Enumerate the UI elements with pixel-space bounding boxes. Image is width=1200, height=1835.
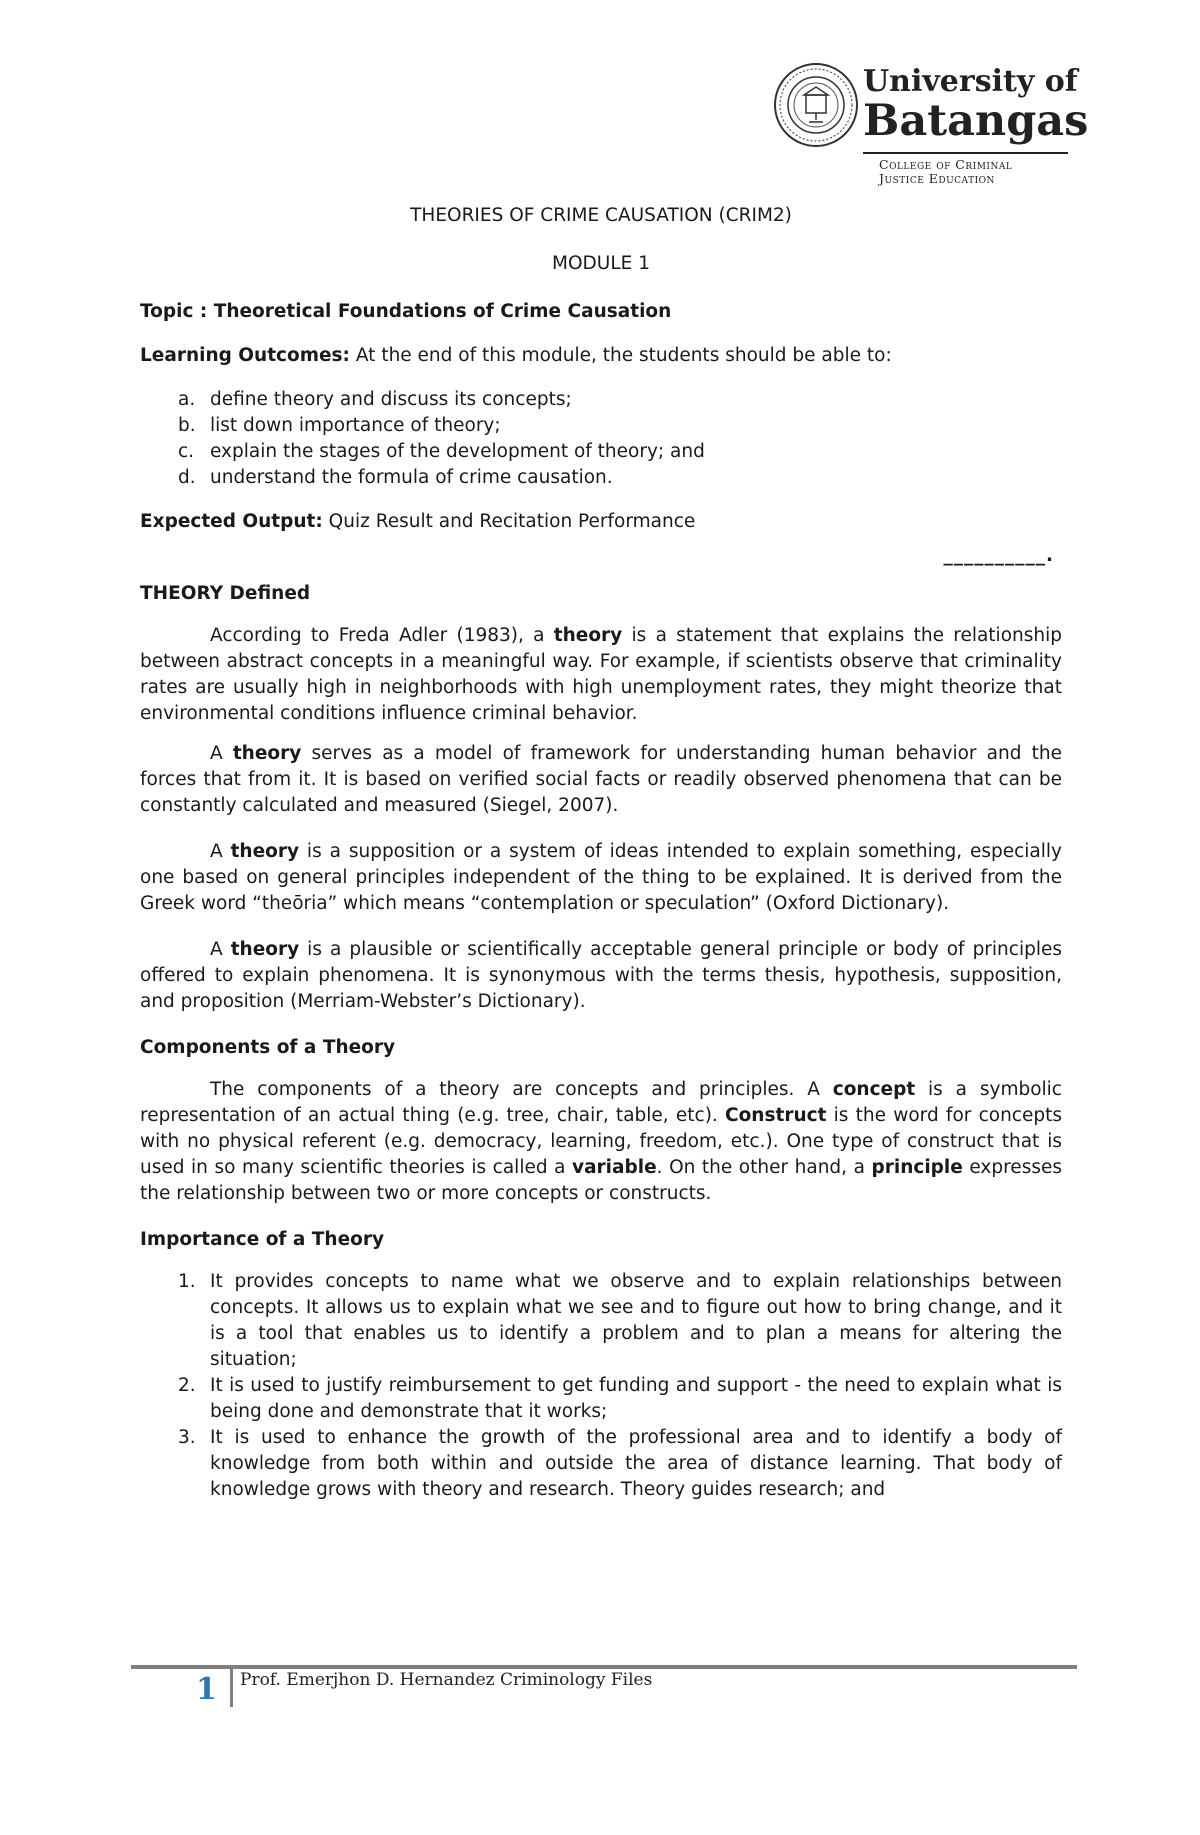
module-label: MODULE 1 (552, 253, 650, 274)
text-run: is a statement that explains the relationship between abstract concepts in a meaningful way. For example, if scientists observe that criminality rates are usually high in neighborhoods with high unemployment rates, they might theorize that environmental conditions influence criminal behavior. (140, 625, 1062, 724)
importance-list (140, 1269, 1062, 1503)
logo-divider (863, 152, 1068, 154)
text-run: is the word for concepts with no physical referent (e.g. democracy, learning, freedom, etc.). One type of construct that is used in so many scientific theories is called a (140, 1105, 1062, 1178)
university-name-line2: Batangas (863, 96, 1089, 146)
footer-author: Prof. Emerjhon D. Hernandez Criminology Files (240, 1670, 653, 1690)
list-item (140, 465, 1062, 491)
university-logo (773, 62, 1089, 192)
college-name (879, 158, 1012, 186)
document-body (140, 203, 1062, 1521)
list-item-text: It provides concepts to name what we observe and to explain relationships between concepts. It allows us to explain what we see and to figure out how to bring change, and it is a tool that enables us to identify a problem and to plan a means for altering the situation; (210, 1271, 1062, 1370)
university-name-line1: University of (863, 64, 1078, 99)
term-principle: principle (871, 1157, 963, 1178)
college-name-line1: College of Criminal (879, 157, 1013, 172)
list-marker: b. (178, 415, 196, 436)
learning-outcomes-text: At the end of this module, the students should be able to: (349, 345, 892, 366)
list-marker: a. (178, 389, 196, 410)
list-marker: d. (178, 467, 196, 488)
topic-line: Topic : Theoretical Foundations of Crime Causation (140, 301, 672, 322)
text-run: is a plausible or scientifically acceptable general principle or body of principles offered to explain phenomena. It is synonymous with the terms thesis, hypothesis, supposition, and proposition (Merriam-Webster’s Dictionary). (140, 939, 1062, 1012)
term-theory: theory (230, 939, 300, 960)
page-number: 1 (196, 1672, 217, 1707)
term-theory: theory (230, 841, 300, 862)
text-run: A (210, 743, 233, 764)
expected-output-label: Expected Output: (140, 511, 323, 532)
list-item-text: understand the formula of crime causation. (210, 467, 613, 488)
term-theory: theory (232, 743, 302, 764)
list-item (140, 1373, 1062, 1425)
college-name-line2: Justice Education (879, 171, 995, 186)
term-theory: theory (553, 625, 623, 646)
paragraph-adler (140, 623, 1062, 727)
text-run: The components of a theory are concepts and principles. A (210, 1079, 833, 1100)
list-item (140, 1425, 1062, 1503)
theory-defined-heading: THEORY Defined (140, 583, 311, 604)
paragraph-merriam-webster (140, 937, 1062, 1015)
list-item (140, 413, 1062, 439)
list-item (140, 387, 1062, 413)
list-item-text: explain the stages of the development of theory; and (210, 441, 705, 462)
list-marker: 2. (178, 1375, 196, 1396)
university-seal-icon (773, 62, 859, 148)
components-heading: Components of a Theory (140, 1037, 396, 1058)
text-run: expresses the relationship between two or more concepts or constructs. (140, 1157, 1062, 1204)
list-marker: 3. (178, 1427, 196, 1448)
list-item (140, 1269, 1062, 1373)
paragraph-siegel (140, 741, 1062, 819)
expected-output-text: Quiz Result and Recitation Performance (322, 511, 696, 532)
footer-divider (131, 1665, 1077, 1669)
list-marker: 1. (178, 1271, 196, 1292)
term-variable: variable (572, 1157, 657, 1178)
list-item-text: list down importance of theory; (210, 415, 501, 436)
learning-outcomes-intro (140, 343, 1062, 369)
list-marker: c. (178, 441, 195, 462)
text-run: A (210, 939, 231, 960)
text-run: is a symbolic representation of an actual thing (e.g. tree, chair, table, etc). (140, 1079, 1062, 1126)
list-item (140, 439, 1062, 465)
paragraph-components (140, 1077, 1062, 1207)
text-run: is a supposition or a system of ideas intended to explain something, especially one based on general principles independent of the thing to be explained. It is derived from the Greek word “theōria” which means “contemplation or speculation” (Oxford Dictionary). (140, 841, 1062, 914)
learning-outcomes-list (140, 387, 1062, 491)
text-run: A (210, 841, 231, 862)
list-item-text: It is used to justify reimbursement to get funding and support - the need to explain what is being done and demonstrate that it works; (210, 1375, 1062, 1422)
section-separator: __________. (943, 545, 1054, 566)
learning-outcomes-label: Learning Outcomes: (140, 345, 350, 366)
paragraph-oxford (140, 839, 1062, 917)
list-item-text: define theory and discuss its concepts; (210, 389, 572, 410)
text-run: . On the other hand, a (656, 1157, 872, 1178)
term-construct: Construct (725, 1105, 827, 1126)
footer-vertical-divider (230, 1665, 233, 1707)
importance-heading: Importance of a Theory (140, 1229, 385, 1250)
term-concept: concept (832, 1079, 916, 1100)
expected-output-line (140, 509, 1062, 535)
text-run: serves as a model of framework for understanding human behavior and the forces that from it. It is based on verified social facts or readily observed phenomena that can be constantly calculated and measured (Siegel, 2007). (140, 743, 1063, 816)
document-title: THEORIES OF CRIME CAUSATION (CRIM2) (410, 205, 792, 226)
list-item-text: It is used to enhance the growth of the professional area and to identify a body of knowledge from both within and outside the area of distance learning. That body of knowledge grows with theory and research. Theory guides research; and (210, 1427, 1062, 1500)
text-run: According to Freda Adler (1983), a (210, 625, 554, 646)
